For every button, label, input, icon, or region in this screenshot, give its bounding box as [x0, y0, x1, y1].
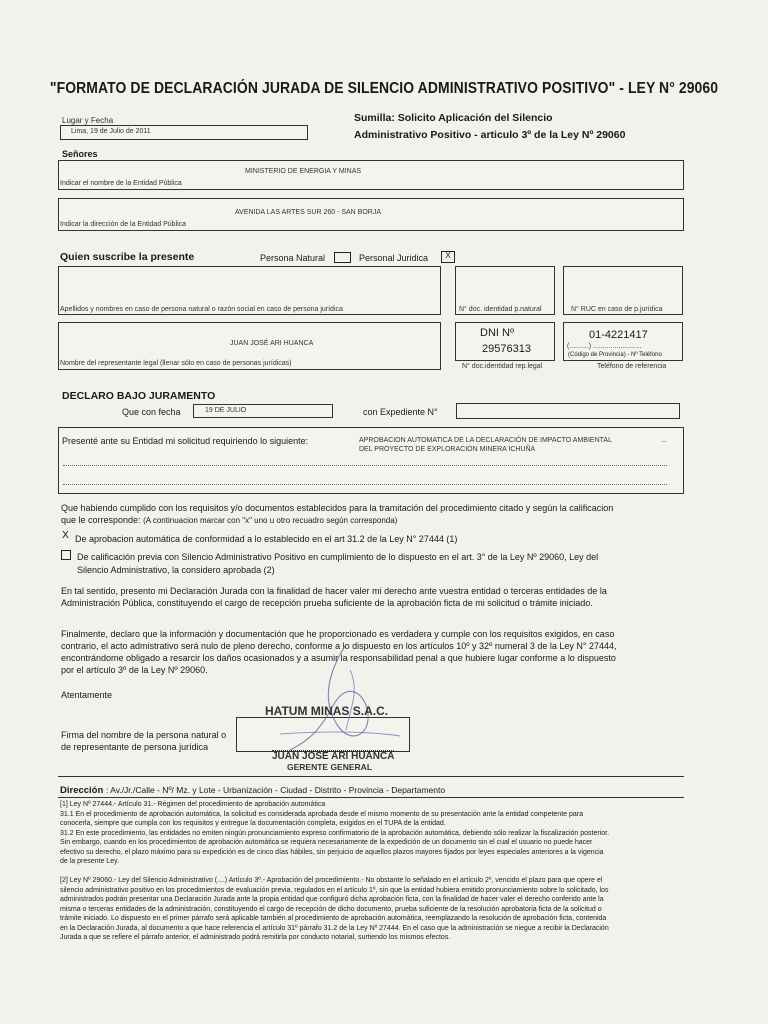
p1-line-2 [61, 515, 397, 525]
persona-natural-checkbox[interactable] [334, 252, 351, 263]
footnote-line: de la presente Ley. [60, 858, 120, 865]
doc-natural-label: N° doc. identidad p.natural [459, 306, 542, 313]
expediente-label: con Expediente N° [363, 407, 438, 417]
direccion-label: Dirección [60, 785, 104, 796]
persona-juridica-label: Personal Juridica [359, 253, 429, 263]
footnote-line: administrados podrán presentar una Declaración Jurada ante la propia entidad que configuró dicha aprobación ficta, con la finalidad de hacer valer el derecho conferido ante la [60, 896, 604, 903]
stamp-name: JUAN JOSE ARI HUANCA [272, 751, 395, 762]
direccion-entidad-label: Indicar la dirección de la Entidad Pública [60, 221, 187, 228]
p3-line-1: Finalmente, declaro que la información y documentación que he proporcionado es verdadera y cumple con los requisitos exigidos, en caso [61, 629, 615, 639]
direccion-entidad-field[interactable] [58, 198, 684, 231]
fecha-field[interactable] [193, 404, 333, 418]
atentamente: Atentamente [61, 690, 113, 700]
footnote-line: efectivo su derecho, el plazo máximo para su expedición es de cinco días hábiles, sin perjuicio de aquellos plazos mayores fijados por leyes especiales anteriores a la vigencia [60, 848, 604, 856]
footnote-spacer [60, 867, 700, 877]
footnote-line: misma o terceras entidades de la administración, constituyendo el cargo de recepción de dicho documento, prueba suficiente de la resolución aprobatoria ficta de la solicitud o [60, 905, 602, 913]
solicitud-value-2: DEL PROYECTO DE EXPLORACIÓN MINERA ICHUÑA [359, 446, 536, 453]
dni-label: DNI Nº [480, 327, 514, 339]
sumilla-line-1: Sumilla: Solicito Aplicación del Silencio [354, 112, 553, 124]
p1-line-2b: (A continuacion marcar con "x" uno u otro recuadro según corresponda) [143, 516, 398, 525]
footnote-line: 31.2 En este procedimiento, las entidades no emiten ningún pronunciamiento expreso confirmatorio de la aprobación automática, debiendo sólo realizar la fiscalización posterior. [60, 829, 610, 837]
footnote-line: Jurada a que se refiere el párrafo anterior, el administrado podrá remitirla por conducto notarial, surtiendo los mismos efectos. [60, 934, 451, 941]
stamp-role: GERENTE GENERAL [287, 762, 373, 772]
stamp-company: HATUM MINAS S.A.C. [265, 704, 389, 718]
p2-line-2: Administración Pública, constituyendo el cargo de recepción prueba suficiente de la aprobación ficta de mi solicitud o trámite iniciado. [61, 598, 593, 608]
page-title: "FORMATO DE DECLARACIÓN JURADA DE SILENCIO ADMINISTRATIVO POSITIVO" - LEY N° 29060 [49, 80, 719, 97]
p1-line-1: Que habiendo cumplido con los requisitos y/o documentos establecidos para la tramitación del procedimiento citado y según la calificacion [61, 503, 614, 513]
footnote-line: en la Declaración Jurada, al documento a que hace referencia el artículo 31º párrafo 31.2 de la Ley Nº 27444. En el caso que la administración se niegue a recibir la Declaración [60, 924, 609, 932]
divider [58, 776, 684, 777]
option-2-line-1: De calificación previa con Silencio Administrativo Positivo en cumplimiento de lo dispuesto en el art. 3° de la Ley Nº 29060, Ley del [77, 552, 599, 562]
declaro-label: DECLARO BAJO JURAMENTO [62, 390, 216, 402]
firma-label-1: Firma del nombre de la persona natural o [61, 730, 227, 740]
representante-value: JUAN JOSÉ ARI HUANCA [230, 340, 314, 347]
footnote-line: trámite iniciado. Lo dispuesto en el primer párrafo será aplicable también al procedimiento de aprobación automática, reemplazando la resolución de aprobación ficta, contenida [60, 915, 607, 922]
apellidos-label: Apellidos y nombres en caso de persona natural o razón social en caso de persona jurídica [60, 306, 343, 313]
representante-label: Nombre del representante legal (llenar sólo en caso de personas jurídicas) [60, 360, 292, 367]
solicitud-value-1: APROBACION AUTOMATICA DE LA DECLARACIÓN DE IMPACTO AMBIENTAL [359, 437, 612, 444]
footnote-line: 31.1 En el procedimiento de aprobación automática, la solicitud es considerada aprobada desde el mismo momento de su presentación ante la entidad competente para [60, 810, 583, 818]
entidad-value: MINISTERIO DE ENERGIA Y MINAS [245, 168, 362, 175]
telefono-value: 01-4221417 [589, 329, 648, 341]
telefono-label: Teléfono de referencia [597, 363, 667, 370]
direccion-entidad-value: AVENIDA LAS ARTES SUR 260 - SAN BORJA [235, 209, 382, 216]
footnote-line: Sin embargo, cuando en los procedimientos de aprobación automática se requiera necesariamente de la expedición de un documento sin el cual el usuario no puede hacer [60, 839, 593, 846]
p2-line-1: En tal sentido, presento mi Declaración Jurada con la finalidad de hacer valer mi derecho ante vuestra entidad o terceras entidades de la [61, 586, 607, 596]
p3-line-2: contrario, el acto admistrativo será nulo de pleno derecho, conforme a lo dispuesto en los artículos 10º y 32º numeral 3 de la Ley N° 27444, [61, 641, 617, 651]
p3-line-4: por el artículo 3º de la Ley Nº 29060. [61, 665, 208, 675]
fecha-value: 19 DE JULIO [205, 407, 247, 414]
senores-label: Señores [62, 149, 98, 159]
lugar-fecha-value: Lima, 19 de Julio de 2011 [71, 128, 151, 135]
solicitud-label: Presenté ante su Entidad mi solicitud requiriendo lo siguiente: [62, 436, 309, 446]
footnotes [60, 800, 700, 943]
telefono-code-label: (Código de Provincia) - Nº Teléfono [568, 352, 662, 358]
lugar-fecha-field[interactable] [60, 125, 308, 140]
option-1-checkbox[interactable]: X [62, 530, 69, 541]
apellidos-field[interactable] [58, 266, 441, 315]
dni-value: 29576313 [482, 343, 531, 355]
direccion-fields: : Av./Jr./Calle - Nº/ Mz. y Lote - Urbanización - Ciudad - Distrito - Provincia - Departamento [105, 785, 446, 795]
telefono-code: (..........) ......................... [567, 343, 642, 350]
footnote-line: [2] Ley Nº 29060.- Ley del Silencio Administrativo (....) Artículo 3º.- Aprobación del procedimiento.- No obstante lo señalado en el artículo 2º, vencido el plazo para que opere el [60, 877, 603, 884]
dotted-line [63, 465, 667, 466]
expediente-field[interactable] [456, 403, 680, 419]
p3-line-3: encontrándome obligado a resarcir los daños ocasionados y a asumir la responsabilidad penal a que hubiere lugar conforme a lo dispuesto [61, 653, 616, 663]
solicitud-field[interactable] [58, 427, 684, 494]
footnote-line: silencio administrativo positivo en los procedimientos de evaluación previa, regulados en el artículo 1º, sin que la entidad hubiera emitido pronunciamiento sobre lo solicitado, los [60, 886, 609, 894]
entidad-field[interactable] [58, 160, 684, 190]
option-2-line-2: Silencio Administrativo, la considero aprobada (2) [77, 565, 275, 575]
footnote-line: conocerla, siempre que cumpla con los requisitos y entregue la documentación completa, exigidos en el TUPA de la entidad. [60, 820, 446, 827]
sumilla-line-2: Administrativo Positivo - articulo 3º de la Ley Nº 29060 [354, 129, 626, 141]
dotted-line [63, 484, 667, 485]
ruc-field[interactable] [563, 266, 683, 315]
ruc-label: N° RUC en caso de p.jurídica [571, 306, 663, 313]
solicitud-ellipsis: ... [661, 437, 667, 444]
representante-field[interactable] [58, 322, 441, 370]
p1-line-2a: que le corresponde: [61, 515, 141, 525]
option-1-text: De aprobacion automática de conformidad a lo establecido en el art 31.2 de la Ley N° 27444 (1) [75, 534, 458, 544]
dni-rep-field[interactable] [455, 322, 555, 361]
doc-natural-field[interactable] [455, 266, 555, 315]
persona-natural-label: Persona Natural [260, 253, 326, 263]
suscribe-label: Quien suscribe la presente [60, 251, 195, 263]
option-2-checkbox[interactable] [61, 550, 71, 560]
divider [58, 797, 684, 798]
footnote-line: [1] Ley Nº 27444.- Artículo 31.- Régimen del procedimiento de aprobación automática [60, 801, 326, 808]
fecha-label: Que con fecha [122, 407, 181, 417]
dni-rep-label: N° doc.identidad rep.legal [462, 363, 543, 370]
persona-juridica-checkbox[interactable]: X [441, 251, 455, 263]
firma-label-2: de representante de persona jurídica [61, 742, 209, 752]
direccion-row [60, 785, 445, 796]
lugar-fecha-label: Lugar y Fecha [62, 116, 114, 125]
telefono-field[interactable] [563, 322, 683, 361]
entidad-label: Indicar el nombre de la Entidad Pública [60, 180, 182, 187]
